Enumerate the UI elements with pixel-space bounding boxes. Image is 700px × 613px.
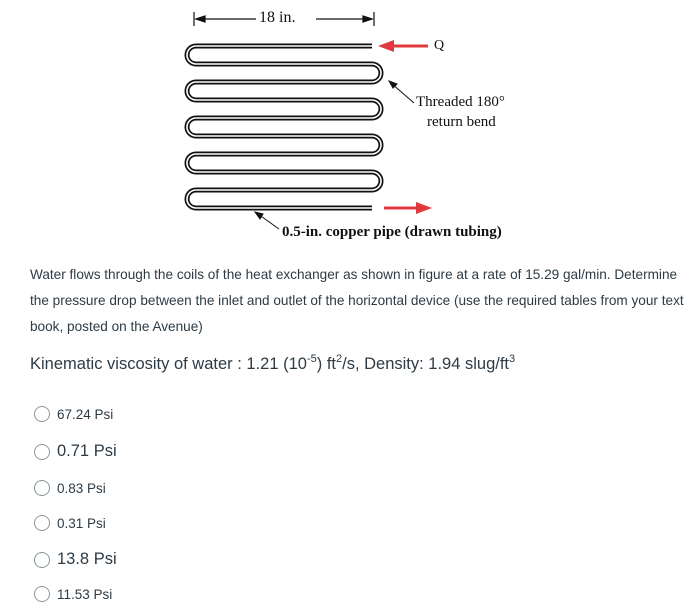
answer-option[interactable] [34, 406, 113, 422]
pipe-leader [255, 212, 279, 229]
density-unit-exponent: 3 [509, 353, 516, 365]
answer-label[interactable]: 11.53 Psi [57, 586, 113, 602]
flow-label: Q [434, 38, 445, 53]
answer-option[interactable] [34, 515, 106, 531]
viscosity-prefix: Kinematic viscosity of water : 1.21 (10 [30, 355, 307, 373]
answer-label[interactable]: 0.83 Psi [57, 480, 106, 496]
answer-label[interactable]: 0.71 Psi [57, 442, 117, 460]
bend-label-line2: return bend [427, 114, 496, 130]
answer-label[interactable]: 13.8 Psi [57, 550, 117, 568]
answer-option[interactable] [34, 442, 117, 461]
answer-label[interactable]: 0.31 Psi [57, 515, 106, 531]
radio-button[interactable] [34, 444, 50, 460]
coil-diagram [0, 0, 700, 255]
pipe-label: 0.5-in. copper pipe (drawn tubing) [282, 224, 502, 240]
viscosity-mid: ) ft [316, 355, 336, 373]
radio-button[interactable] [34, 586, 50, 602]
question-text: Water flows through the coils of the heat exchanger as shown in figure at a rate of 15.29 gal/min. Determine the pressure drop between the inlet and outlet of the horizontal device (use the required tables from your text book, posted on the Avenue) [30, 267, 684, 334]
viscosity-suffix: /s, Density: 1.94 slug/ft [342, 355, 510, 373]
radio-button[interactable] [34, 515, 50, 531]
answer-label[interactable]: 67.24 Psi [57, 406, 114, 422]
heat-exchanger-figure [0, 0, 700, 255]
pipe-coil-inner [187, 46, 381, 208]
viscosity-exponent: -5 [306, 353, 317, 365]
radio-button[interactable] [34, 552, 50, 568]
viscosity-line [30, 355, 690, 374]
bend-label-line1: Threaded 180° [416, 94, 505, 110]
answer-option[interactable] [34, 480, 106, 496]
dimension-label: 18 in. [259, 9, 296, 26]
viscosity-unit-exponent: 2 [335, 353, 343, 365]
answer-option[interactable] [34, 550, 117, 569]
answer-option[interactable] [34, 586, 112, 602]
pipe-coil [187, 46, 381, 208]
inlet-arrow [378, 40, 428, 52]
radio-button[interactable] [34, 480, 50, 496]
bend-leader [389, 81, 414, 103]
outlet-arrow [384, 202, 432, 214]
radio-button[interactable] [34, 406, 50, 422]
